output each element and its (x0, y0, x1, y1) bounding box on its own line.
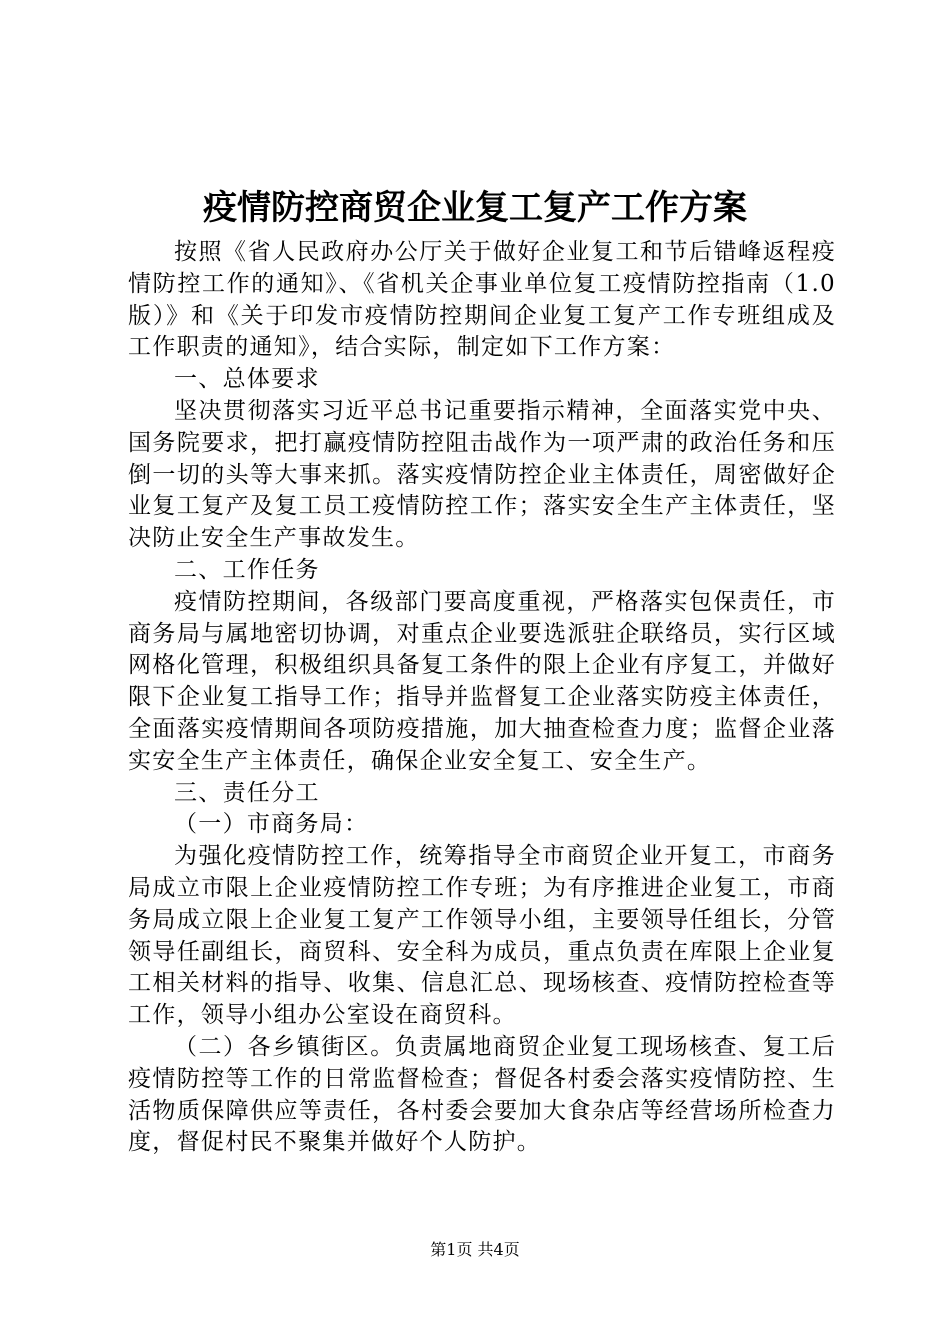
work-tasks-paragraph: 疫情防控期间，各级部门要高度重视，严格落实包保责任，市商务局与属地密切协调，对重点企业要选派驻企联络员，实行区域网格化管理，积极组织具备复工条件的限上企业有序复工，并做好限下企业复工指导工作；指导并监督复工企业落实防疫主体责任，全面落实疫情期间各项防疫措施，加大抽查检查力度；监督企业落实安全生产主体责任，确保企业安全复工、安全生产。 (128, 588, 836, 774)
townships-paragraph: （二）各乡镇街区。负责属地商贸企业复工现场核查、复工后疫情防控等工作的日常监督检查；督促各村委会落实疫情防控、生活物质保障供应等责任，各村委会要加大食杂店等经营场所检查力度，督促村民不聚集并做好个人防护。 (128, 1033, 836, 1156)
page-footer: 第1页 共4页 (430, 1240, 520, 1259)
section-heading-responsibilities: 三、责任分工 (174, 779, 320, 806)
section-heading-general-requirements: 一、总体要求 (174, 366, 320, 393)
section-heading-work-tasks: 二、工作任务 (174, 556, 320, 583)
document-title: 疫情防控商贸企业复工复产工作方案 (203, 188, 747, 228)
document-body (128, 237, 836, 1159)
subsection-heading-commerce-bureau: （一）市商务局： (174, 811, 369, 838)
general-requirements-paragraph: 坚决贯彻落实习近平总书记重要指示精神，全面落实党中央、国务院要求，把打赢疫情防控阻击战作为一项严肃的政治任务和压倒一切的头等大事来抓。落实疫情防控企业主体责任，周密做好企业复工复产及复工员工疫情防控工作；落实安全生产主体责任，坚决防止安全生产事故发生。 (128, 397, 836, 552)
intro-paragraph: 按照《省人民政府办公厅关于做好企业复工和节后错峰返程疫情防控工作的通知》、《省机关企事业单位复工疫情防控指南（1.0版）》和《关于印发市疫情防控期间企业复工复产工作专班组成及工作职责的通知》，结合实际，制定如下工作方案： (128, 239, 836, 361)
commerce-bureau-paragraph: 为强化疫情防控工作，统筹指导全市商贸企业开复工，市商务局成立市限上企业疫情防控工作专班；为有序推进企业复工，市商务局成立限上企业复工复产工作领导小组，主要领导任组长，分管领导任副组长，商贸科、安全科为成员，重点负责在库限上企业复工相关材料的指导、收集、信息汇总、现场核查、疫情防控检查等工作，领导小组办公室设在商贸科。 (128, 843, 836, 1029)
